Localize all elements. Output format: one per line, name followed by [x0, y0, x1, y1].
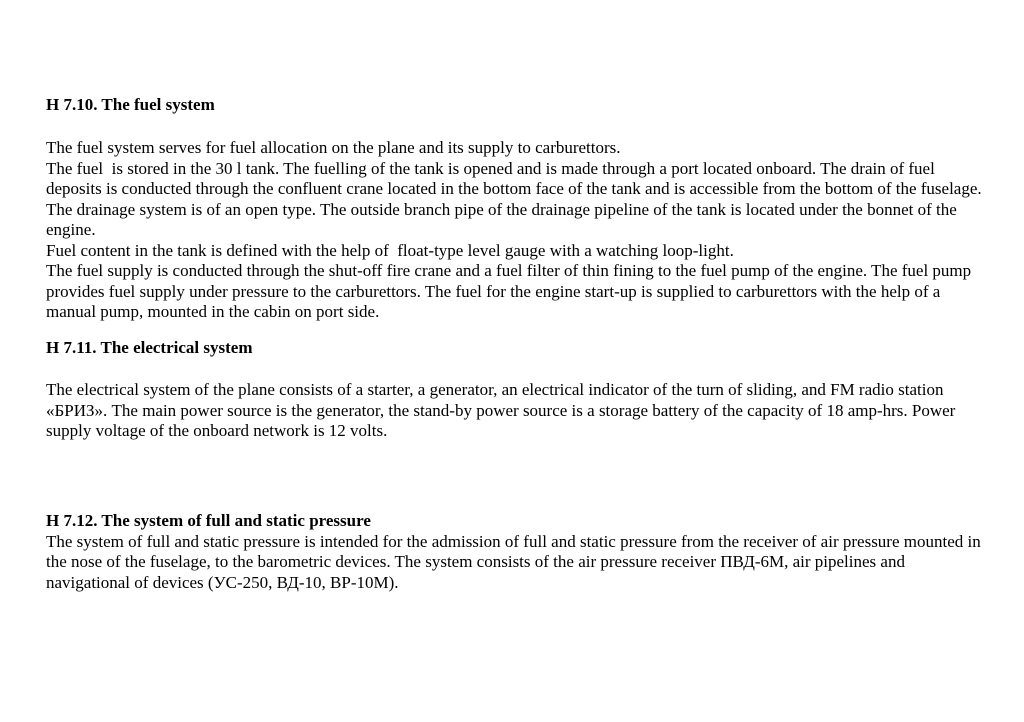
- section-fuel-system: [46, 95, 1004, 323]
- text-line: deposits is conducted through the confluent crane located in the bottom face of the tank and is accessible from the bottom of the fuselage.: [46, 179, 982, 198]
- text-line: navigational of devices (УС-250, ВД-10, ВР-10М).: [46, 572, 399, 592]
- text-line: The drainage system is of an open type. The outside branch pipe of the drainage pipeline of the tank is located under the bonnet of the: [46, 199, 957, 219]
- text-line: supply voltage of the onboard network is 12 volts.: [46, 421, 388, 440]
- text-line: The fuel supply is conducted through the shut-off fire crane and a fuel filter of thin fining to the fuel pump of the engine. The fuel pump: [46, 261, 972, 280]
- section-body-electrical-system: [46, 380, 1004, 442]
- text-line: engine.: [46, 220, 96, 239]
- text-line: manual pump, mounted in the cabin on port side.: [46, 302, 380, 321]
- section-body-pressure-system: [46, 532, 1004, 594]
- text-line: «БРИЗ». The main power source is the generator, the stand-by power source is a storage battery of the capacity of 18 amp-hrs. Power: [46, 400, 956, 420]
- text-line: The electrical system of the plane consists of a starter, a generator, an electrical indicator of the turn of sliding, and FM radio station: [46, 380, 944, 399]
- text-line: Fuel content in the tank is defined with the help of float-type level gauge with a watching loop-light.: [46, 240, 734, 260]
- text-line: The fuel system serves for fuel allocation on the plane and its supply to carburettors.: [46, 138, 621, 157]
- section-heading-electrical-system: H 7.11. The electrical system: [46, 338, 253, 357]
- text-line: The fuel is stored in the 30 l tank. The fuelling of the tank is opened and is made through a port located onboard. The drain of fuel: [46, 158, 935, 178]
- section-pressure-system: [46, 511, 1004, 593]
- text-line: provides fuel supply under pressure to the carburettors. The fuel for the engine start-up is supplied to carburettors with the help of a: [46, 281, 941, 301]
- section-heading-fuel-system: H 7.10. The fuel system: [46, 95, 215, 114]
- section-heading-pressure-system: H 7.12. The system of full and static pressure: [46, 511, 371, 530]
- section-body-fuel-system: [46, 138, 1004, 323]
- text-line: the nose of the fuselage, to the barometric devices. The system consists of the air pressure receiver ПВД-6М, air pipelines and: [46, 552, 905, 571]
- section-electrical-system: [46, 338, 1004, 442]
- text-line: The system of full and static pressure is intended for the admission of full and static pressure from the receiver of air pressure mounted in: [46, 531, 981, 551]
